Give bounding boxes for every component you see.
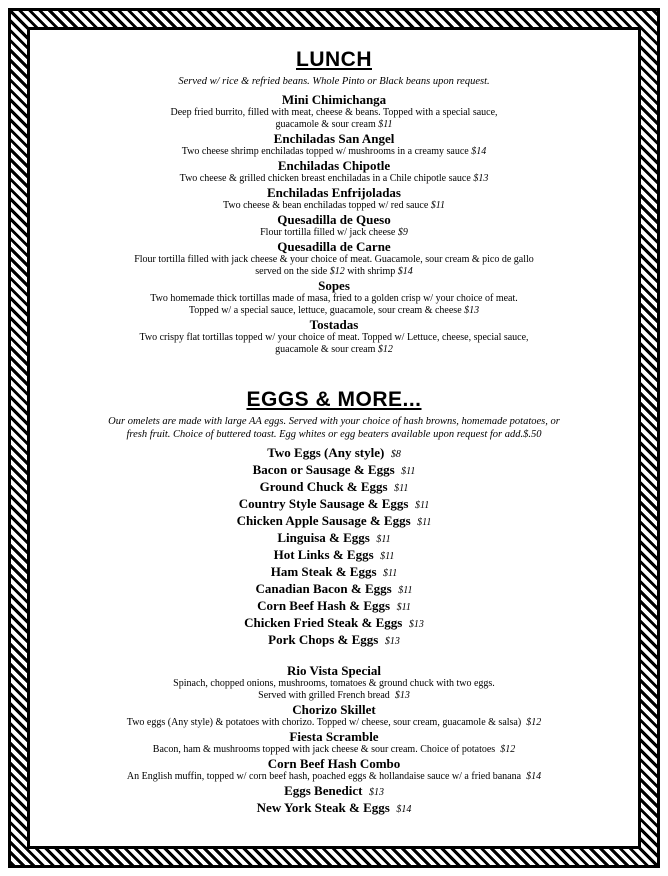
lunch-item [36, 131, 632, 158]
special-item [36, 702, 632, 729]
egg-item [36, 632, 632, 649]
item-desc: Two cheese & grilled chicken breast enchiladas in a Chile chipotle sauce [179, 173, 471, 184]
item-price: $13 [384, 636, 400, 647]
item-name: Enchiladas San Angel [273, 131, 395, 146]
item-price: $12 [526, 717, 542, 728]
item-name: Mini Chimichanga [281, 92, 387, 107]
eggs-title: EGGS & MORE... [246, 388, 422, 411]
item-desc-line [36, 173, 632, 185]
egg-item [36, 462, 632, 479]
item-price: $11 [401, 466, 416, 477]
egg-item [36, 530, 632, 547]
item-price: $11 [378, 119, 393, 130]
item-name: Sopes [318, 278, 350, 293]
item-price: $12 [329, 266, 345, 277]
item-price: $14 [397, 266, 413, 277]
egg-item [36, 513, 632, 530]
item-price: $14 [526, 771, 542, 782]
lunch-item [36, 185, 632, 212]
item-desc-line [36, 744, 632, 756]
item-name: Eggs Benedict [284, 783, 363, 798]
item-name: Enchiladas Chipotle [277, 158, 391, 173]
item-price: $11 [380, 551, 395, 562]
item-desc: Two eggs (Any style) & potatoes with chorizo. Topped w/ cheese, sour cream, guacamole & salsa) [126, 717, 522, 728]
item-desc: Topped w/ a special sauce, lettuce, guacamole, sour cream & cheese [188, 305, 462, 316]
item-price: $11 [396, 602, 411, 613]
simple-items [36, 445, 632, 649]
item-desc-line2 [36, 119, 632, 131]
item-desc: Two homemade thick tortillas made of masa, fried to a golden crisp w/ your choice of meat. [150, 293, 518, 304]
item-price: $11 [430, 200, 446, 211]
item-name: Ground Chuck & Eggs [259, 479, 388, 494]
eggs-intro-line1: Our omelets are made with large AA eggs. Served with your choice of hash browns, homemade potatoes, or [108, 416, 560, 427]
item-price: $13 [394, 690, 410, 701]
item-desc: Bacon, ham & mushrooms topped with jack cheese & sour cream. Choice of potatoes [152, 744, 496, 755]
egg-item [36, 581, 632, 598]
item-name: Enchiladas Enfrijoladas [266, 185, 401, 200]
lunch-item [36, 158, 632, 185]
item-name: Pork Chops & Eggs [268, 632, 379, 647]
egg-item [36, 496, 632, 513]
item-desc: Flour tortilla filled with jack cheese & your choice of meat. Guacamole, sour cream & pico de gallo [134, 254, 534, 265]
item-desc: Flour tortilla filled w/ jack cheese [260, 227, 396, 238]
item-desc: Two cheese & bean enchiladas topped w/ red sauce [222, 200, 429, 211]
egg-item [36, 598, 632, 615]
special-item [36, 729, 632, 756]
item-desc-line [36, 771, 632, 783]
item-name: New York Steak & Eggs [256, 800, 390, 815]
spacer [36, 649, 632, 663]
item-desc-line [36, 146, 632, 158]
item-desc: Two crispy flat tortillas topped w/ your choice of meat. Topped w/ Lettuce, cheese, special sauce, [139, 332, 529, 343]
item-desc-line [36, 227, 632, 239]
egg-item [36, 445, 632, 462]
item-price: $12 [500, 744, 516, 755]
item-price: $11 [414, 500, 430, 511]
item-name: Bacon or Sausage & Eggs [252, 462, 395, 477]
menu-page [36, 36, 632, 840]
item-name: Tostadas [309, 317, 359, 332]
item-desc-line2 [36, 266, 632, 278]
item-name: Two Eggs (Any style) [267, 445, 385, 460]
item-name: Quesadilla de Queso [277, 212, 391, 227]
item-desc: guacamole & sour cream [275, 119, 376, 130]
item-name: Hot Links & Eggs [273, 547, 374, 562]
item-name: Rio Vista Special [287, 663, 381, 678]
egg-item [36, 615, 632, 632]
item-desc-line2 [36, 690, 632, 702]
item-name: Ham Steak & Eggs [270, 564, 377, 579]
item-name: Chicken Fried Steak & Eggs [244, 615, 403, 630]
item-desc: Spinach, chopped onions, mushrooms, tomatoes & ground chuck with two eggs. [173, 678, 495, 689]
lunch-item [36, 239, 632, 278]
item-price: $13 [368, 787, 384, 798]
item-price: $13 [408, 619, 424, 630]
special-item [36, 663, 632, 702]
egg-item [36, 800, 632, 817]
item-desc-line2 [36, 305, 632, 317]
item-name: Canadian Bacon & Eggs [255, 581, 392, 596]
item-price: $13 [473, 173, 489, 184]
item-price: $9 [397, 227, 408, 238]
item-price: $11 [398, 585, 413, 596]
item-name: Chorizo Skillet [292, 702, 376, 717]
item-desc-line [36, 717, 632, 729]
item-desc: Served with grilled French bread [258, 690, 390, 701]
lunch-item [36, 92, 632, 131]
item-name: Chicken Apple Sausage & Eggs [236, 513, 411, 528]
lunch-title: LUNCH [296, 48, 372, 71]
item-desc-line [36, 200, 632, 212]
eggs-intro [36, 415, 632, 441]
item-name: Corn Beef Hash Combo [267, 756, 401, 771]
item-price: $11 [383, 568, 398, 579]
item-price: $8 [390, 449, 401, 460]
item-price: $11 [417, 517, 432, 528]
egg-item [36, 783, 632, 800]
item-name: Corn Beef Hash & Eggs [257, 598, 391, 613]
lunch-item [36, 212, 632, 239]
item-price: $14 [471, 146, 487, 157]
item-desc: Deep fried burrito, filled with meat, cheese & beans. Topped with a special sauce, [170, 107, 498, 118]
eggs-intro-line2: fresh fruit. Choice of buttered toast. Egg whites or egg beaters available upon request for add.$.50 [126, 429, 542, 440]
item-name: Country Style Sausage & Eggs [238, 496, 409, 511]
special-item [36, 756, 632, 783]
item-name: Fiesta Scramble [289, 729, 379, 744]
egg-item [36, 547, 632, 564]
lunch-intro: Served w/ rice & refried beans. Whole Pinto or Black beans upon request. [178, 76, 490, 87]
item-price: $13 [464, 305, 480, 316]
lunch-item [36, 317, 632, 356]
item-name: Linguisa & Eggs [277, 530, 370, 545]
item-name: Quesadilla de Carne [277, 239, 391, 254]
item-desc: Two cheese shrimp enchiladas topped w/ mushrooms in a creamy sauce [181, 146, 469, 157]
item-desc-line2 [36, 344, 632, 356]
item-price: $14 [396, 804, 412, 815]
item-price: $12 [377, 344, 393, 355]
item-desc: with shrimp [347, 266, 396, 277]
lunch-item [36, 278, 632, 317]
item-desc: served on the side [255, 266, 328, 277]
item-desc: An English muffin, topped w/ corn beef hash, poached eggs & hollandaise sauce w/ a fried banana [126, 771, 522, 782]
egg-item [36, 479, 632, 496]
egg-item [36, 564, 632, 581]
item-price: $11 [376, 534, 391, 545]
item-desc: guacamole & sour cream [275, 344, 376, 355]
item-price: $11 [394, 483, 409, 494]
